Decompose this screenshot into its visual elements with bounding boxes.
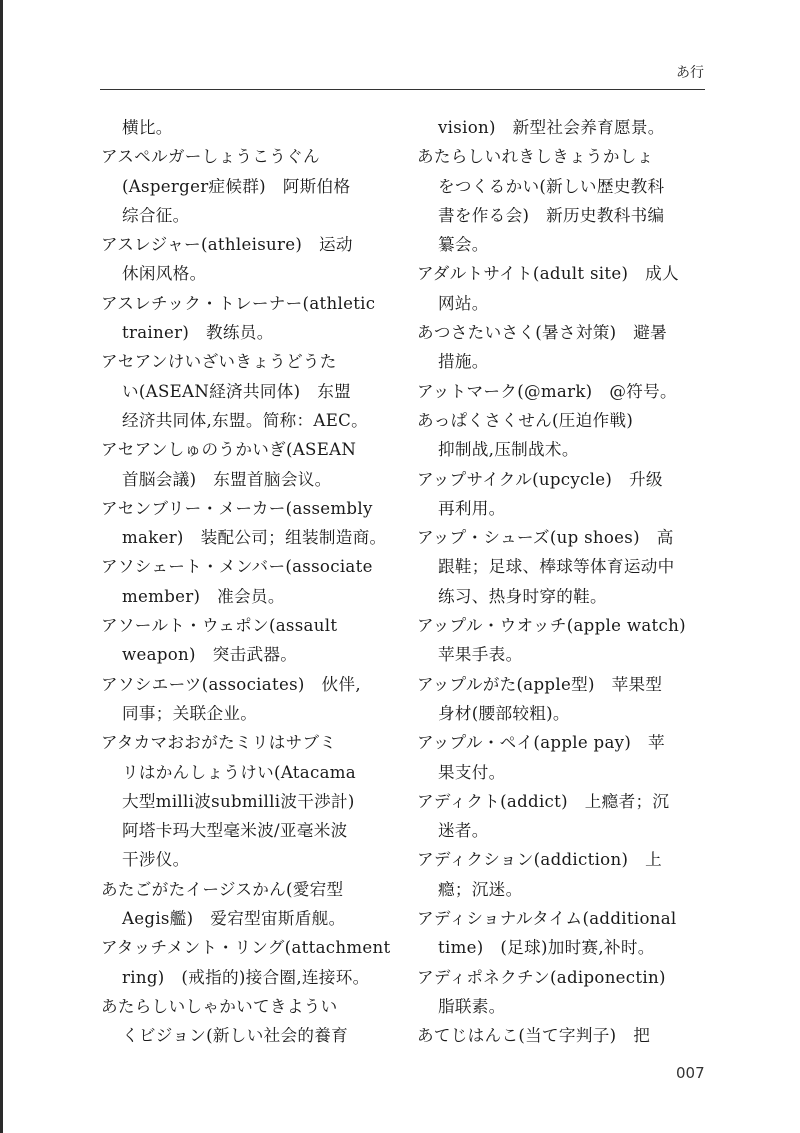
dictionary-line: アタッチメント・リング(attachment	[101, 938, 391, 958]
dictionary-line: 休闲风格。	[122, 264, 207, 284]
dictionary-line: member) 准会员。	[122, 586, 285, 606]
dictionary-line: maker) 装配公司；组装制造商。	[122, 528, 387, 548]
dictionary-line: 大型milli波submilli波干渉計)	[122, 791, 355, 811]
dictionary-line: アディクション(addiction) 上	[417, 850, 663, 870]
dictionary-line: 身材(腰部较粗)。	[438, 703, 570, 723]
page-left-border	[0, 0, 3, 1133]
dictionary-line: 阿塔卡玛大型毫米波/亚毫米波	[122, 821, 348, 841]
dictionary-line: アディクト(addict) 上瘾者；沉	[417, 791, 670, 811]
header-rule	[100, 89, 705, 90]
page-number: 007	[676, 1064, 705, 1082]
dictionary-line: アダルトサイト(adult site) 成人	[417, 264, 679, 284]
dictionary-line: アップル・ウオッチ(apple watch)	[417, 616, 686, 636]
dictionary-line: リはかんしょうけい(Atacama	[122, 762, 356, 782]
dictionary-line: 瘾；沉迷。	[438, 879, 523, 899]
dictionary-line: 首脳会議) 东盟首脑会议。	[122, 469, 332, 489]
dictionary-line: (Asperger症候群) 阿斯伯格	[122, 176, 351, 196]
dictionary-line: い(ASEAN経済共同体) 东盟	[122, 381, 352, 401]
dictionary-line: 经济共同体,东盟。简称：AEC。	[122, 410, 368, 430]
dictionary-line: アディポネクチン(adiponectin)	[417, 967, 666, 987]
dictionary-line: weapon) 突击武器。	[122, 645, 298, 665]
dictionary-line: 练习、热身时穿的鞋。	[438, 586, 607, 606]
dictionary-line: アタカマおおがたミリはサブミ	[101, 733, 337, 753]
dictionary-line: 脂联素。	[438, 996, 506, 1016]
dictionary-line: あたらしいしゃかいてきようい	[101, 996, 338, 1016]
dictionary-line: ring) (戒指的)接合圈,连接环。	[122, 967, 370, 987]
dictionary-line: あっぱくさくせん(圧迫作戦)	[417, 410, 634, 430]
dictionary-line: trainer) 教练员。	[122, 323, 274, 343]
dictionary-line: 干涉仪。	[122, 850, 190, 870]
dictionary-line: アセアンけいざいきょうどうた	[101, 352, 337, 372]
dictionary-line: をつくるかい(新しい歴史教科	[438, 176, 665, 196]
dictionary-line: 综合征。	[122, 205, 190, 225]
dictionary-line: 跟鞋；足球、棒球等体育运动中	[438, 557, 675, 577]
dictionary-line: アスレチック・トレーナー(athletic	[101, 293, 376, 313]
dictionary-line: アセアンしゅのうかいぎ(ASEAN	[101, 440, 357, 460]
section-header: あ行	[676, 65, 704, 81]
dictionary-line: 网站。	[438, 293, 489, 313]
dictionary-line: 抑制战,压制战术。	[438, 440, 579, 460]
dictionary-line: Aegis艦) 爱宕型宙斯盾舰。	[122, 909, 346, 929]
dictionary-line: アップル・ペイ(apple pay) 苹	[417, 733, 665, 753]
dictionary-line: 同事；关联企业。	[122, 703, 258, 723]
dictionary-line: vision) 新型社会养育愿景。	[438, 118, 665, 137]
left-column	[101, 113, 391, 1051]
dictionary-line: アットマーク(@mark) @符号。	[417, 381, 677, 401]
dictionary-line: アセンブリー・メーカー(assembly	[101, 498, 373, 518]
dictionary-line: 横比。	[122, 118, 173, 137]
dictionary-line: アップルがた(apple型) 苹果型	[417, 674, 663, 694]
dictionary-line: 書を作る会) 新历史教科书编	[438, 205, 665, 225]
dictionary-line: くビジョン(新しい社会的養育	[122, 1026, 349, 1046]
dictionary-line: アソシェート・メンバー(associate	[101, 557, 373, 577]
dictionary-line: 措施。	[438, 352, 489, 372]
dictionary-line: アスレジャー(athleisure) 运动	[101, 235, 353, 255]
dictionary-line: 再利用。	[438, 498, 506, 518]
dictionary-line: 纂会。	[438, 235, 489, 255]
dictionary-line: アップ・シューズ(up shoes) 高	[417, 528, 674, 548]
dictionary-line: あたごがたイージスかん(愛宕型	[101, 879, 344, 899]
dictionary-line: 果支付。	[438, 762, 506, 782]
dictionary-line: アソシエーツ(associates) 伙伴,	[101, 674, 361, 694]
right-column	[417, 113, 707, 1051]
dictionary-line: time) (足球)加时赛,补时。	[438, 938, 655, 958]
dictionary-line: アスペルガーしょうこうぐん	[101, 147, 320, 167]
dictionary-line: あてじはんこ(当て字判子) 把	[417, 1026, 651, 1046]
dictionary-line: アディショナルタイム(additional	[417, 909, 677, 929]
dictionary-line: あたらしいれきしきょうかしょ	[417, 147, 654, 167]
dictionary-line: 迷者。	[438, 821, 489, 841]
dictionary-line: アップサイクル(upcycle) 升级	[417, 469, 663, 489]
dictionary-line: あつさたいさく(暑さ対策) 避暑	[417, 323, 668, 343]
dictionary-line: アソールト・ウェポン(assault	[101, 616, 338, 636]
dictionary-line: 苹果手表。	[438, 645, 523, 665]
